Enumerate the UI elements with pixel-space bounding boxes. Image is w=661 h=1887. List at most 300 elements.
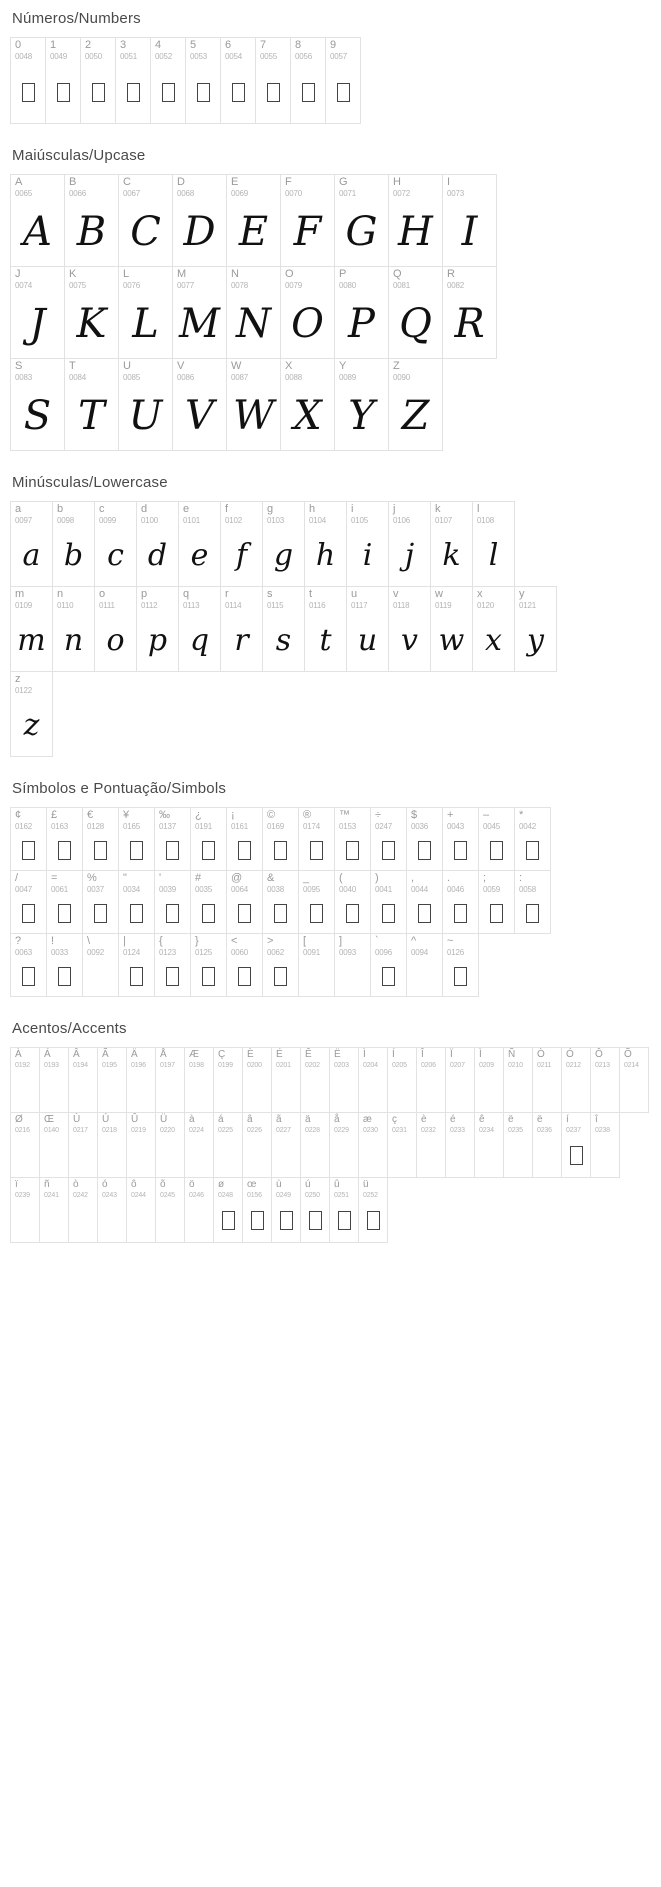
glyph-code-label: 0065 bbox=[15, 189, 32, 198]
glyph-cell[interactable] bbox=[298, 933, 335, 997]
glyph-cell[interactable] bbox=[262, 586, 305, 672]
glyph-preview bbox=[263, 894, 298, 933]
glyph-cell[interactable] bbox=[115, 37, 151, 124]
glyph-cell[interactable] bbox=[445, 1047, 475, 1113]
glyph-cell[interactable] bbox=[64, 358, 119, 451]
glyph-cell[interactable] bbox=[387, 1047, 417, 1113]
glyph-cell[interactable] bbox=[126, 1177, 156, 1243]
glyph-cell[interactable] bbox=[416, 1047, 446, 1113]
glyph-code-label: 0119 bbox=[435, 601, 452, 610]
glyph-cell[interactable] bbox=[334, 807, 371, 871]
glyph-cell[interactable] bbox=[154, 933, 191, 997]
glyph-cell[interactable] bbox=[298, 807, 335, 871]
glyph-code-label: 0038 bbox=[267, 885, 284, 894]
glyph-cell-header bbox=[227, 267, 280, 290]
glyph-code-label: 0060 bbox=[231, 948, 248, 957]
glyph-cell[interactable] bbox=[82, 933, 119, 997]
glyph-code-label: 0102 bbox=[225, 516, 242, 525]
glyph-code-label: 0125 bbox=[195, 948, 212, 957]
glyph-cell-header bbox=[389, 502, 430, 525]
glyph-cell[interactable] bbox=[226, 807, 263, 871]
glyph-cell[interactable] bbox=[478, 807, 515, 871]
glyph-cell-header bbox=[591, 1048, 619, 1069]
glyph-row bbox=[10, 174, 661, 267]
glyph-cell[interactable] bbox=[10, 501, 53, 587]
glyph-preview bbox=[156, 1134, 184, 1177]
glyph-cell[interactable] bbox=[155, 1047, 185, 1113]
glyph-code-label: 0091 bbox=[303, 948, 320, 957]
glyph-code-label: 0105 bbox=[351, 516, 368, 525]
glyph-cell[interactable] bbox=[172, 358, 227, 451]
glyph-preview bbox=[591, 1069, 619, 1112]
glyph-cell[interactable] bbox=[325, 37, 361, 124]
glyph-cell-header bbox=[515, 808, 550, 831]
missing-glyph-icon bbox=[251, 1211, 264, 1230]
glyph-preview bbox=[347, 525, 388, 586]
glyph-char-label: É bbox=[276, 1049, 283, 1060]
glyph-cell[interactable] bbox=[619, 1047, 649, 1113]
glyph-cell-header bbox=[214, 1113, 242, 1134]
glyph-row bbox=[10, 1177, 661, 1243]
glyph-cell[interactable] bbox=[300, 1112, 330, 1178]
glyph-cell[interactable] bbox=[474, 1112, 504, 1178]
glyph-cell[interactable] bbox=[39, 1177, 69, 1243]
glyph-cell[interactable] bbox=[561, 1112, 591, 1178]
glyph-code-label: 0062 bbox=[267, 948, 284, 957]
glyph-char-label: 4 bbox=[155, 39, 162, 51]
glyph-cell[interactable] bbox=[10, 174, 65, 267]
glyph-preview bbox=[371, 831, 406, 870]
glyph-code-label: 0046 bbox=[447, 885, 464, 894]
glyph-cell[interactable] bbox=[184, 1112, 214, 1178]
glyph-preview bbox=[53, 525, 94, 586]
glyph-char-label: I bbox=[447, 176, 451, 188]
glyph-cell-header bbox=[155, 934, 190, 957]
glyph-cell[interactable] bbox=[561, 1047, 591, 1113]
glyph-cell[interactable] bbox=[262, 870, 299, 934]
glyph-cell-header bbox=[11, 808, 46, 831]
glyph-cell[interactable] bbox=[532, 1047, 562, 1113]
glyph-char-label: ö bbox=[189, 1179, 195, 1190]
missing-glyph-icon bbox=[526, 904, 539, 923]
glyph-cell[interactable] bbox=[514, 586, 557, 672]
glyph-cell-header bbox=[11, 38, 45, 61]
glyph-cell[interactable] bbox=[64, 174, 119, 267]
glyph-code-label: 0034 bbox=[123, 885, 140, 894]
glyph-preview bbox=[620, 1069, 648, 1112]
glyph-code-label: 0036 bbox=[411, 822, 428, 831]
glyph-code-label: 0213 bbox=[595, 1062, 610, 1069]
glyph-cell[interactable] bbox=[46, 807, 83, 871]
glyph-code-label: 0115 bbox=[267, 601, 284, 610]
missing-glyph-icon bbox=[309, 1211, 322, 1230]
glyph-preview bbox=[347, 610, 388, 671]
glyph-cell-header bbox=[407, 934, 442, 957]
glyph-cell[interactable] bbox=[442, 266, 497, 359]
glyph-cell[interactable] bbox=[329, 1112, 359, 1178]
glyph-cell[interactable] bbox=[242, 1112, 272, 1178]
glyph-preview bbox=[11, 61, 45, 123]
glyph-preview bbox=[359, 1069, 387, 1112]
glyph-code-label: 0068 bbox=[177, 189, 194, 198]
glyph-cell[interactable] bbox=[118, 933, 155, 997]
glyph-cell[interactable] bbox=[358, 1112, 388, 1178]
glyph-cell[interactable] bbox=[190, 807, 227, 871]
glyph-sample: o bbox=[106, 622, 125, 658]
glyph-cell[interactable] bbox=[136, 501, 179, 587]
glyph-code-label: 0120 bbox=[477, 601, 494, 610]
glyph-char-label: õ bbox=[160, 1179, 166, 1190]
glyph-cell[interactable] bbox=[118, 358, 173, 451]
glyph-preview bbox=[359, 1199, 387, 1242]
glyph-cell[interactable] bbox=[220, 586, 263, 672]
glyph-cell[interactable] bbox=[329, 1047, 359, 1113]
glyph-cell[interactable] bbox=[346, 501, 389, 587]
glyph-cell[interactable] bbox=[445, 1112, 475, 1178]
glyph-cell[interactable] bbox=[280, 358, 335, 451]
glyph-cell[interactable] bbox=[334, 870, 371, 934]
glyph-code-label: 0090 bbox=[393, 373, 410, 382]
glyph-cell[interactable] bbox=[136, 586, 179, 672]
glyph-preview bbox=[227, 957, 262, 996]
glyph-code-label: 0045 bbox=[483, 822, 500, 831]
glyph-cell[interactable] bbox=[262, 807, 299, 871]
glyph-cell[interactable] bbox=[358, 1177, 388, 1243]
glyph-cell[interactable] bbox=[388, 266, 443, 359]
glyph-cell[interactable] bbox=[262, 933, 299, 997]
glyph-cell[interactable] bbox=[118, 870, 155, 934]
glyph-preview bbox=[326, 61, 360, 123]
glyph-preview bbox=[371, 894, 406, 933]
glyph-cell[interactable] bbox=[10, 870, 47, 934]
glyph-cell[interactable] bbox=[97, 1047, 127, 1113]
glyph-code-label: 0110 bbox=[57, 601, 74, 610]
glyph-cell[interactable] bbox=[68, 1047, 98, 1113]
glyph-cell[interactable] bbox=[10, 266, 65, 359]
glyph-cell-header bbox=[299, 934, 334, 957]
glyph-cell[interactable] bbox=[406, 933, 443, 997]
glyph-cell[interactable] bbox=[213, 1112, 243, 1178]
glyph-cell-header bbox=[281, 267, 334, 290]
glyph-cell-header bbox=[263, 587, 304, 610]
glyph-code-label: 0059 bbox=[483, 885, 500, 894]
glyph-cell[interactable] bbox=[46, 933, 83, 997]
glyph-preview bbox=[119, 382, 172, 450]
glyph-preview bbox=[227, 831, 262, 870]
glyph-char-label: ` bbox=[375, 935, 379, 947]
glyph-cell[interactable] bbox=[346, 586, 389, 672]
glyph-cell[interactable] bbox=[39, 1047, 69, 1113]
glyph-char-label: è bbox=[421, 1114, 427, 1125]
glyph-cell[interactable] bbox=[10, 358, 65, 451]
glyph-cell[interactable] bbox=[271, 1047, 301, 1113]
glyph-cell[interactable] bbox=[388, 586, 431, 672]
glyph-sample: B bbox=[76, 209, 107, 256]
glyph-sample: H bbox=[398, 209, 433, 256]
glyph-cell[interactable] bbox=[442, 870, 479, 934]
glyph-cell[interactable] bbox=[226, 358, 281, 451]
glyph-cell[interactable] bbox=[64, 266, 119, 359]
glyph-cell[interactable] bbox=[39, 1112, 69, 1178]
glyph-cell[interactable] bbox=[52, 586, 95, 672]
glyph-cell[interactable] bbox=[406, 870, 443, 934]
glyph-code-label: 0037 bbox=[87, 885, 104, 894]
glyph-char-label: ã bbox=[276, 1114, 282, 1125]
glyph-code-label: 0137 bbox=[159, 822, 176, 831]
glyph-cell[interactable] bbox=[97, 1177, 127, 1243]
glyph-cell[interactable] bbox=[255, 37, 291, 124]
glyph-preview bbox=[151, 61, 185, 123]
missing-glyph-icon bbox=[58, 967, 71, 986]
glyph-cell[interactable] bbox=[370, 807, 407, 871]
glyph-cell[interactable] bbox=[472, 586, 515, 672]
glyph-cell-header bbox=[185, 1178, 213, 1199]
glyph-cell[interactable] bbox=[387, 1112, 417, 1178]
glyph-preview bbox=[11, 1069, 39, 1112]
glyph-char-label: Ì bbox=[479, 1049, 482, 1060]
glyph-char-label: é bbox=[450, 1114, 456, 1125]
glyph-cell-header bbox=[243, 1178, 271, 1199]
glyph-preview bbox=[407, 957, 442, 996]
glyph-cell[interactable] bbox=[126, 1047, 156, 1113]
missing-glyph-icon bbox=[310, 904, 323, 923]
glyph-cell[interactable] bbox=[388, 174, 443, 267]
glyph-preview bbox=[191, 831, 226, 870]
glyph-cell[interactable] bbox=[242, 1047, 272, 1113]
glyph-cell[interactable] bbox=[178, 586, 221, 672]
glyph-cell-header bbox=[475, 1048, 503, 1069]
glyph-code-label: 0212 bbox=[566, 1062, 581, 1069]
glyph-cell-header bbox=[335, 175, 388, 198]
glyph-cell[interactable] bbox=[514, 870, 551, 934]
glyph-cell[interactable] bbox=[178, 501, 221, 587]
glyph-cell[interactable] bbox=[514, 807, 551, 871]
glyph-cell[interactable] bbox=[154, 807, 191, 871]
glyph-cell[interactable] bbox=[503, 1112, 533, 1178]
glyph-preview bbox=[65, 290, 118, 358]
glyph-preview bbox=[137, 525, 178, 586]
glyph-sample: v bbox=[401, 622, 418, 658]
glyph-cell[interactable] bbox=[172, 266, 227, 359]
glyph-code-label: 0247 bbox=[375, 822, 392, 831]
glyph-cell[interactable] bbox=[304, 501, 347, 587]
glyph-cell[interactable] bbox=[388, 358, 443, 451]
glyph-char-label: £ bbox=[51, 809, 58, 821]
glyph-cell[interactable] bbox=[442, 933, 479, 997]
glyph-code-label: 0049 bbox=[50, 52, 67, 61]
glyph-code-label: 0080 bbox=[339, 281, 356, 290]
glyph-cell[interactable] bbox=[118, 266, 173, 359]
glyph-cell[interactable] bbox=[52, 501, 95, 587]
glyph-cell-header bbox=[83, 871, 118, 894]
glyph-cell[interactable] bbox=[155, 1177, 185, 1243]
glyph-preview bbox=[83, 894, 118, 933]
glyph-cell[interactable] bbox=[304, 586, 347, 672]
glyph-cell[interactable] bbox=[430, 586, 473, 672]
glyph-cell[interactable] bbox=[190, 933, 227, 997]
glyph-preview bbox=[127, 1199, 155, 1242]
glyph-cell[interactable] bbox=[334, 933, 371, 997]
glyph-cell[interactable] bbox=[10, 586, 53, 672]
missing-glyph-icon bbox=[338, 1211, 351, 1230]
glyph-cell[interactable] bbox=[68, 1177, 98, 1243]
glyph-cell[interactable] bbox=[503, 1047, 533, 1113]
glyph-cell[interactable] bbox=[474, 1047, 504, 1113]
glyph-code-label: 0085 bbox=[123, 373, 140, 382]
glyph-preview bbox=[185, 1134, 213, 1177]
glyph-cell[interactable] bbox=[334, 174, 389, 267]
glyph-cell[interactable] bbox=[184, 1177, 214, 1243]
glyph-row bbox=[10, 586, 661, 672]
glyph-char-label: 8 bbox=[295, 39, 302, 51]
glyph-cell[interactable] bbox=[300, 1047, 330, 1113]
glyph-cell[interactable] bbox=[334, 358, 389, 451]
glyph-code-label: 0199 bbox=[218, 1062, 233, 1069]
glyph-cell-header bbox=[389, 267, 442, 290]
glyph-cell[interactable] bbox=[213, 1177, 243, 1243]
glyph-cell[interactable] bbox=[590, 1112, 620, 1178]
glyph-cell[interactable] bbox=[478, 870, 515, 934]
glyph-cell[interactable] bbox=[82, 870, 119, 934]
glyph-cell[interactable] bbox=[226, 933, 263, 997]
glyph-cell[interactable] bbox=[442, 807, 479, 871]
glyph-cell[interactable] bbox=[226, 870, 263, 934]
glyph-cell[interactable] bbox=[220, 37, 256, 124]
glyph-code-label: 0153 bbox=[339, 822, 356, 831]
glyph-cell[interactable] bbox=[370, 933, 407, 997]
glyph-cell[interactable] bbox=[97, 1112, 127, 1178]
glyph-cell[interactable] bbox=[80, 37, 116, 124]
glyph-cell[interactable] bbox=[10, 1112, 40, 1178]
glyph-cell[interactable] bbox=[358, 1047, 388, 1113]
glyph-code-label: 0174 bbox=[303, 822, 320, 831]
glyph-cell-header bbox=[263, 808, 298, 831]
glyph-code-label: 0047 bbox=[15, 885, 32, 894]
glyph-cell[interactable] bbox=[10, 933, 47, 997]
glyph-cell-header bbox=[40, 1178, 68, 1199]
glyph-cell-header bbox=[11, 1048, 39, 1069]
glyph-cell[interactable] bbox=[82, 807, 119, 871]
glyph-cell-header bbox=[227, 871, 262, 894]
glyph-cell-header bbox=[47, 934, 82, 957]
glyph-code-label: 0165 bbox=[123, 822, 140, 831]
glyph-cell[interactable] bbox=[220, 501, 263, 587]
glyph-cell[interactable] bbox=[118, 807, 155, 871]
glyph-code-label: 0095 bbox=[303, 885, 320, 894]
missing-glyph-icon bbox=[202, 967, 215, 986]
missing-glyph-icon bbox=[202, 904, 215, 923]
glyph-code-label: 0058 bbox=[519, 885, 536, 894]
glyph-cell[interactable] bbox=[262, 501, 305, 587]
glyph-char-label: ¢ bbox=[15, 809, 22, 821]
glyph-row bbox=[10, 1112, 661, 1178]
glyph-char-label: ï bbox=[15, 1179, 18, 1190]
glyph-cell[interactable] bbox=[46, 870, 83, 934]
glyph-cell[interactable] bbox=[68, 1112, 98, 1178]
glyph-cell[interactable] bbox=[329, 1177, 359, 1243]
glyph-cell[interactable] bbox=[290, 37, 326, 124]
glyph-cell[interactable] bbox=[184, 1047, 214, 1113]
glyph-cell[interactable] bbox=[334, 266, 389, 359]
glyph-char-label: t bbox=[309, 588, 313, 600]
glyph-cell-header bbox=[431, 502, 472, 525]
glyph-cell[interactable] bbox=[388, 501, 431, 587]
glyph-cell[interactable] bbox=[271, 1112, 301, 1178]
glyph-cell[interactable] bbox=[10, 1047, 40, 1113]
glyph-cell-header bbox=[446, 1113, 474, 1134]
glyph-cell[interactable] bbox=[10, 671, 53, 757]
glyph-cell[interactable] bbox=[280, 266, 335, 359]
glyph-cell[interactable] bbox=[370, 870, 407, 934]
glyph-preview bbox=[227, 290, 280, 358]
glyph-cell[interactable] bbox=[226, 266, 281, 359]
glyph-cell-header bbox=[330, 1048, 358, 1069]
glyph-cell[interactable] bbox=[430, 501, 473, 587]
glyph-cell[interactable] bbox=[416, 1112, 446, 1178]
glyph-cell[interactable] bbox=[155, 1112, 185, 1178]
glyph-cell[interactable] bbox=[242, 1177, 272, 1243]
glyph-code-label: 0098 bbox=[57, 516, 74, 525]
glyph-cell[interactable] bbox=[154, 870, 191, 934]
glyph-preview bbox=[227, 198, 280, 266]
glyph-cell[interactable] bbox=[10, 1177, 40, 1243]
glyph-cell[interactable] bbox=[172, 174, 227, 267]
glyph-code-label: 0114 bbox=[225, 601, 242, 610]
glyph-cell[interactable] bbox=[472, 501, 515, 587]
glyph-cell[interactable] bbox=[590, 1047, 620, 1113]
missing-glyph-icon bbox=[267, 83, 280, 102]
glyph-sample: c bbox=[107, 537, 124, 573]
glyph-char-label: – bbox=[483, 809, 490, 821]
glyph-code-label: 0217 bbox=[73, 1127, 88, 1134]
glyph-cell[interactable] bbox=[532, 1112, 562, 1178]
glyph-preview bbox=[119, 290, 172, 358]
glyph-sample: l bbox=[488, 537, 499, 573]
glyph-cell[interactable] bbox=[226, 174, 281, 267]
glyph-cell[interactable] bbox=[300, 1177, 330, 1243]
glyph-cell-header bbox=[155, 871, 190, 894]
glyph-cell[interactable] bbox=[118, 174, 173, 267]
section-title: Minúsculas/Lowercase bbox=[12, 474, 168, 491]
glyph-cell-header bbox=[347, 502, 388, 525]
glyph-cell[interactable] bbox=[280, 174, 335, 267]
glyph-cell-header bbox=[335, 934, 370, 957]
glyph-cell[interactable] bbox=[94, 586, 137, 672]
glyph-cell[interactable] bbox=[190, 870, 227, 934]
glyph-sample: g bbox=[273, 537, 294, 573]
glyph-cell[interactable] bbox=[150, 37, 186, 124]
glyph-cell[interactable] bbox=[271, 1177, 301, 1243]
glyph-cell[interactable] bbox=[10, 37, 46, 124]
glyph-cell[interactable] bbox=[94, 501, 137, 587]
glyph-preview bbox=[330, 1069, 358, 1112]
glyph-cell-header bbox=[116, 38, 150, 61]
missing-glyph-icon bbox=[490, 904, 503, 923]
glyph-cell[interactable] bbox=[10, 807, 47, 871]
glyph-char-label: s bbox=[267, 588, 273, 600]
glyph-cell[interactable] bbox=[185, 37, 221, 124]
glyph-cell[interactable] bbox=[126, 1112, 156, 1178]
glyph-cell[interactable] bbox=[298, 870, 335, 934]
glyph-cell[interactable] bbox=[213, 1047, 243, 1113]
glyph-cell-header bbox=[263, 502, 304, 525]
glyph-cell[interactable] bbox=[45, 37, 81, 124]
glyph-cell-header bbox=[335, 808, 370, 831]
glyph-preview bbox=[371, 957, 406, 996]
glyph-cell[interactable] bbox=[406, 807, 443, 871]
glyph-preview bbox=[443, 290, 496, 358]
glyph-cell[interactable] bbox=[442, 174, 497, 267]
